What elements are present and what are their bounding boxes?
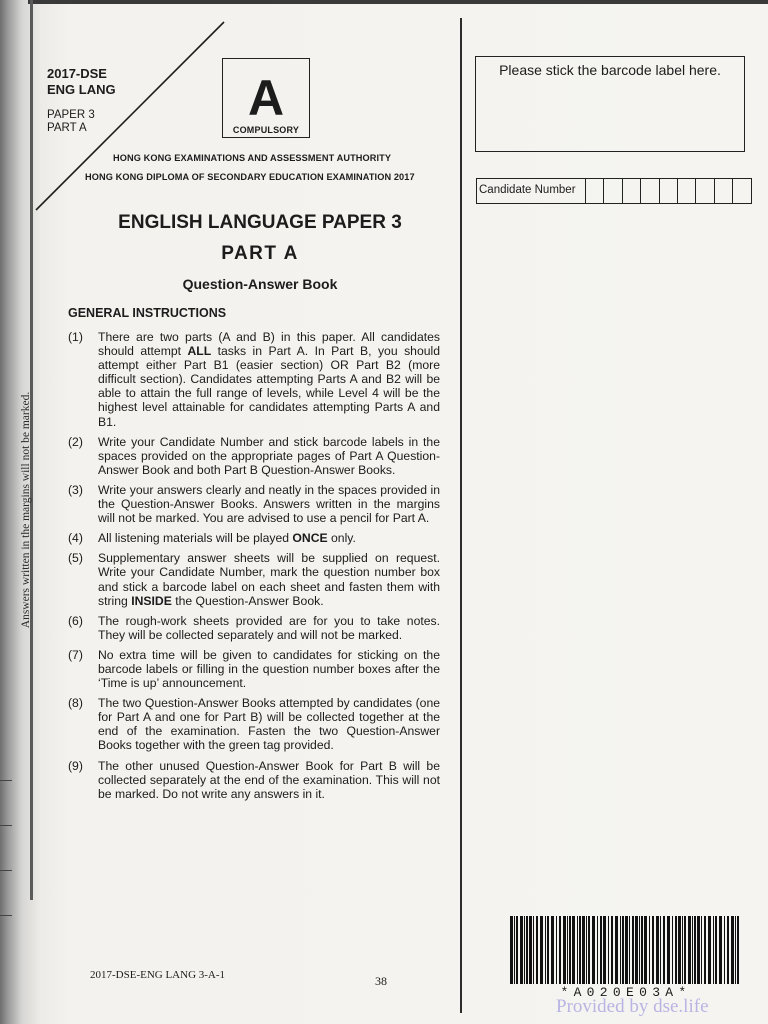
part-title: PART A: [221, 243, 299, 264]
barcode-bar: [526, 916, 528, 984]
barcode-text: *A020E03A*: [560, 985, 692, 1000]
candidate-number-cell[interactable]: [604, 179, 622, 203]
barcode-bar: [735, 916, 736, 984]
barcode-bar: [577, 916, 578, 984]
barcode-bar: [675, 916, 677, 984]
barcode-bar: [567, 916, 568, 984]
barcode-bar: [569, 916, 571, 984]
barcode-bar: [727, 916, 729, 984]
barcode-bar: [724, 916, 725, 984]
instruction-text: Supplementary answer sheets will be supplied on request. Write your Candidate Number, mark the question number box and stick a barcode label on each sheet and fasten them with string INSIDE the Question-Answer Book.: [98, 551, 440, 608]
candidate-number-label: Candidate Number: [477, 179, 586, 203]
section-label: COMPULSORY: [232, 125, 300, 135]
barcode-bar: [533, 916, 534, 984]
barcode-bar: [694, 916, 696, 984]
instruction-item: [68, 435, 440, 477]
instruction-number: (4): [68, 531, 83, 546]
barcode-bar: [514, 916, 515, 984]
instructions-list: [68, 330, 440, 807]
barcode-bar: [603, 916, 606, 984]
instruction-item: [68, 614, 440, 642]
candidate-number-cell[interactable]: [733, 179, 750, 203]
instruction-text: There are two parts (A and B) in this paper. All candidates should attempt ALL tasks in Part A. In Part B, you should attempt either Part B1 (easier section) OR Part B2 (more difficult section). Candidates attempting Parts A and B2 will be able to attain the full range of levels, while Level 4 will be the highest level attainable for candidates attempting Parts A and B1.: [98, 330, 440, 429]
barcode-bar: [563, 916, 566, 984]
barcode-bar: [597, 916, 598, 984]
paper-number: PAPER 3: [47, 109, 95, 121]
barcode-bar: [625, 916, 628, 984]
barcode-bar: [611, 916, 613, 984]
instruction-item: [68, 696, 440, 752]
barcode-bar: [697, 916, 700, 984]
authority-name: HONG KONG EXAMINATIONS AND ASSESSMENT AUTHORITY: [113, 153, 392, 163]
exam-subject: ENG LANG: [47, 82, 116, 97]
paper-part: PART A: [47, 122, 87, 134]
barcode-bar: [632, 916, 634, 984]
instruction-text: Write your answers clearly and neatly in the spaces provided in the Question-Answer Books. Answers written in the margins will not be marked. You are advised to use a pencil for Part A.: [98, 482, 440, 526]
barcode-label-box: [475, 56, 745, 152]
barcode-bar: [660, 916, 661, 984]
candidate-number-cell[interactable]: [641, 179, 659, 203]
instruction-text: The other unused Question-Answer Book for Part B will be collected separately at the end of the examination. This will not be marked. Do not write any answers in it.: [98, 758, 440, 801]
barcode-label-text: Please stick the barcode label here.: [499, 62, 721, 78]
section-box: [222, 58, 310, 138]
barcode-bar: [529, 916, 532, 984]
barcode-bar: [556, 916, 557, 984]
instruction-item: [68, 330, 440, 429]
barcode-bar: [536, 916, 538, 984]
paper-info: [47, 109, 95, 135]
instruction-number: (8): [68, 696, 83, 711]
barcode-bar: [586, 916, 587, 984]
barcode-bar: [545, 916, 546, 984]
barcode-bar: [663, 916, 665, 984]
barcode-bar: [641, 916, 643, 984]
barcode-bar: [592, 916, 595, 984]
barcode-bar: [572, 916, 575, 984]
barcode-bar: [708, 916, 711, 984]
candidate-number-cell[interactable]: [715, 179, 733, 203]
barcode-bar: [520, 916, 523, 984]
instruction-item: [68, 648, 440, 690]
instruction-text: No extra time will be given to candidates for sticking on the barcode labels or filling in the question number boxes after the ‘Time is up’ announcement.: [98, 647, 440, 691]
section-letter: A: [247, 70, 285, 126]
barcode-bar: [620, 916, 621, 984]
instruction-item: [68, 531, 440, 545]
instruction-text: All listening materials will be played ONCE only.: [98, 531, 356, 546]
barcode-image: [510, 916, 740, 986]
instruction-number: (1): [68, 330, 83, 344]
barcode-bar: [644, 916, 647, 984]
diploma-name: HONG KONG DIPLOMA OF SECONDARY EDUCATION EXAMINATION 2017: [85, 172, 415, 182]
instruction-number: (5): [68, 551, 83, 566]
barcode-bar: [559, 916, 561, 984]
barcode-bar: [656, 916, 659, 984]
barcode-bar: [516, 916, 518, 984]
exam-year-code: 2017-DSE: [47, 66, 107, 81]
barcode-bar: [678, 916, 681, 984]
barcode-bar: [629, 916, 630, 984]
instruction-number: (6): [68, 613, 83, 628]
instruction-number: (2): [68, 434, 83, 449]
barcode-bar: [615, 916, 618, 984]
barcode-bar: [713, 916, 714, 984]
barcode-bar: [622, 916, 624, 984]
barcode-bar: [639, 916, 640, 984]
barcode-bar: [731, 916, 734, 984]
instruction-text: Write your Candidate Number and stick barcode labels in the spaces provided on the appropriate pages of Part A Question-Answer Book and both Part B Question-Answer Books.: [98, 434, 440, 477]
instruction-number: (3): [68, 482, 83, 497]
candidate-number-cell[interactable]: [586, 179, 604, 203]
barcode-bar: [715, 916, 717, 984]
barcode-bar: [692, 916, 693, 984]
instruction-item: [68, 551, 440, 607]
barcode-bar: [579, 916, 581, 984]
barcode-bar: [684, 916, 686, 984]
instruction-item: [68, 759, 440, 801]
instruction-text: The rough-work sheets provided are for you to take notes. They will be collected separately and will not be marked.: [98, 613, 440, 642]
barcode-bar: [547, 916, 549, 984]
instruction-item: [68, 483, 440, 525]
barcode-bar: [667, 916, 670, 984]
barcode-bar: [608, 916, 609, 984]
candidate-number-cell[interactable]: [696, 179, 714, 203]
instructions-heading: GENERAL INSTRUCTIONS: [68, 306, 227, 320]
barcode-bar: [704, 916, 706, 984]
barcode-bar: [719, 916, 722, 984]
margin-note: Answers written in the margins will not be marked.: [20, 391, 32, 629]
barcode-bar: [588, 916, 590, 984]
barcode-bar: [600, 916, 602, 984]
center-divider: [460, 18, 462, 1013]
barcode-bar: [635, 916, 638, 984]
paper-title: ENGLISH LANGUAGE PAPER 3: [118, 212, 402, 233]
instruction-number: (9): [68, 758, 83, 773]
barcode-bar: [540, 916, 543, 984]
page-number: 38: [375, 974, 387, 988]
footer-code: 2017-DSE-ENG LANG 3-A-1: [90, 969, 226, 981]
barcode-bar: [551, 916, 554, 984]
candidate-number-cell[interactable]: [678, 179, 696, 203]
exam-code: [47, 66, 116, 98]
barcode-bar: [682, 916, 683, 984]
candidate-number-box: [476, 178, 752, 204]
barcode-bar: [652, 916, 654, 984]
barcode-bar: [510, 916, 513, 984]
candidate-number-cell[interactable]: [623, 179, 641, 203]
barcode-bar: [672, 916, 673, 984]
barcode-bar: [649, 916, 650, 984]
book-title: Question-Answer Book: [182, 276, 338, 292]
instruction-number: (7): [68, 647, 83, 662]
candidate-number-cell[interactable]: [660, 179, 678, 203]
barcode-bar: [701, 916, 702, 984]
watermark: Provided by dse.life: [556, 996, 709, 1017]
barcode-bar: [524, 916, 525, 984]
barcode-bar: [582, 916, 585, 984]
barcode-bar: [688, 916, 691, 984]
instruction-text: The two Question-Answer Books attempted by candidates (one for Part A and one for Part B) will be collected together at the end of the examination. Fasten the two Question-Answer Books together with the green tag provided.: [98, 696, 440, 753]
barcode-bar: [737, 916, 739, 984]
